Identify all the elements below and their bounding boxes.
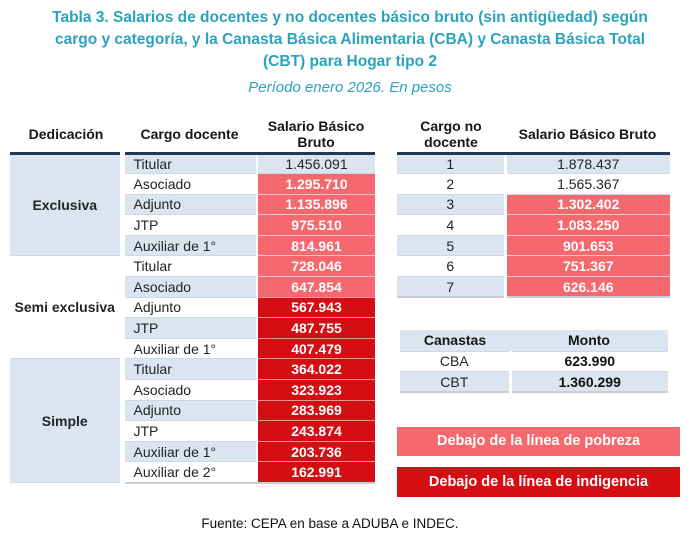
salario-cell: 283.969 [257,400,375,421]
cargo-cell: Asociado [122,174,257,195]
table-row [400,372,668,393]
salario-cell: 647.854 [257,277,375,298]
salario-cell: 203.736 [257,441,375,462]
canastas-table [400,330,668,393]
header-dedicacion: Dedicación [10,116,122,153]
canastas-header-row [400,330,668,351]
salario-cell: 364.022 [257,359,375,380]
table-row [397,256,670,277]
table-title-line-3: (CBT) para Hogar tipo 2 [263,53,437,70]
salario-cell: 975.510 [257,215,375,236]
cargo-cell: Titular [122,256,257,277]
salario-cell: 1.878.437 [505,153,670,174]
table-subtitle: Período enero 2026. En pesos [248,79,452,96]
table-row [397,194,670,215]
salario-cell: 243.874 [257,421,375,442]
salario-cell: 1.295.710 [257,174,375,195]
table-row [397,277,670,298]
no-docentes-table [397,116,670,298]
dedicacion-cell: Semi exclusiva [10,256,122,359]
table-row [397,174,670,195]
categoria-cell: 2 [397,174,505,195]
dedicacion-cell: Simple [10,359,122,483]
salario-cell: 901.653 [505,235,670,256]
cargo-cell: Auxiliar de 1° [122,441,257,462]
cargo-cell: Asociado [122,380,257,401]
salario-cell: 162.991 [257,462,375,483]
monto-cell: 623.990 [510,351,668,372]
header-canastas: Canastas [400,330,510,351]
cargo-cell: Adjunto [122,400,257,421]
docentes-header-row [10,116,375,153]
source-note: Fuente: CEPA en base a ADUBA e INDEC. [201,516,459,531]
categoria-cell: 6 [397,256,505,277]
table-title-line-2: cargo y categoría, y la Canasta Básica Alimentaria (CBA) y Canasta Básica Total [54,31,646,48]
salario-cell: 323.923 [257,380,375,401]
canasta-cell: CBT [400,372,510,393]
docentes-table [10,116,375,484]
cargo-cell: Titular [122,153,257,174]
salario-cell: 1.083.250 [505,215,670,236]
salario-cell: 487.755 [257,318,375,339]
table-row [397,215,670,236]
salario-cell: 1.302.402 [505,194,670,215]
salario-cell: 626.146 [505,277,670,298]
canasta-cell: CBA [400,351,510,372]
legend-below-indigence-line: Debajo de la línea de indigencia [397,467,680,497]
salario-cell: 407.479 [257,338,375,359]
table-row [10,359,375,380]
header-cargo-docente: Cargo docente [122,116,257,153]
salario-cell: 1.135.896 [257,194,375,215]
categoria-cell: 7 [397,277,505,298]
salario-cell: 567.943 [257,297,375,318]
categoria-cell: 4 [397,215,505,236]
header-salario-basico-bruto: Salario Básico Bruto [257,116,375,153]
monto-cell: 1.360.299 [510,372,668,393]
salario-cell: 751.367 [505,256,670,277]
cargo-cell: Adjunto [122,297,257,318]
categoria-cell: 3 [397,194,505,215]
salario-cell: 1.456.091 [257,153,375,174]
table-row [10,256,375,277]
table-row [397,153,670,174]
legend-below-poverty-line: Debajo de la línea de pobreza [397,427,680,456]
cargo-cell: JTP [122,421,257,442]
cargo-cell: Asociado [122,277,257,298]
header-monto: Monto [510,330,668,351]
salario-cell: 1.565.367 [505,174,670,195]
cargo-cell: JTP [122,318,257,339]
table-title-line-1: Tabla 3. Salarios de docentes y no docentes básico bruto (sin antigüedad) según [52,9,648,26]
cargo-cell: Adjunto [122,194,257,215]
dedicacion-cell: Exclusiva [10,153,122,256]
cargo-cell: Auxiliar de 2° [122,462,257,483]
cargo-cell: Auxiliar de 1° [122,235,257,256]
table-row [397,235,670,256]
no-docentes-header-row [397,116,670,153]
table-row [10,153,375,174]
cargo-cell: Auxiliar de 1° [122,338,257,359]
cargo-cell: Titular [122,359,257,380]
categoria-cell: 5 [397,235,505,256]
table-row [400,351,668,372]
title-block [0,7,700,98]
cargo-cell: JTP [122,215,257,236]
header-cargo-no-docente: Cargo no docente [397,116,505,153]
salario-cell: 728.046 [257,256,375,277]
categoria-cell: 1 [397,153,505,174]
salario-cell: 814.961 [257,235,375,256]
header-salario-basico-bruto: Salario Básico Bruto [505,116,670,153]
